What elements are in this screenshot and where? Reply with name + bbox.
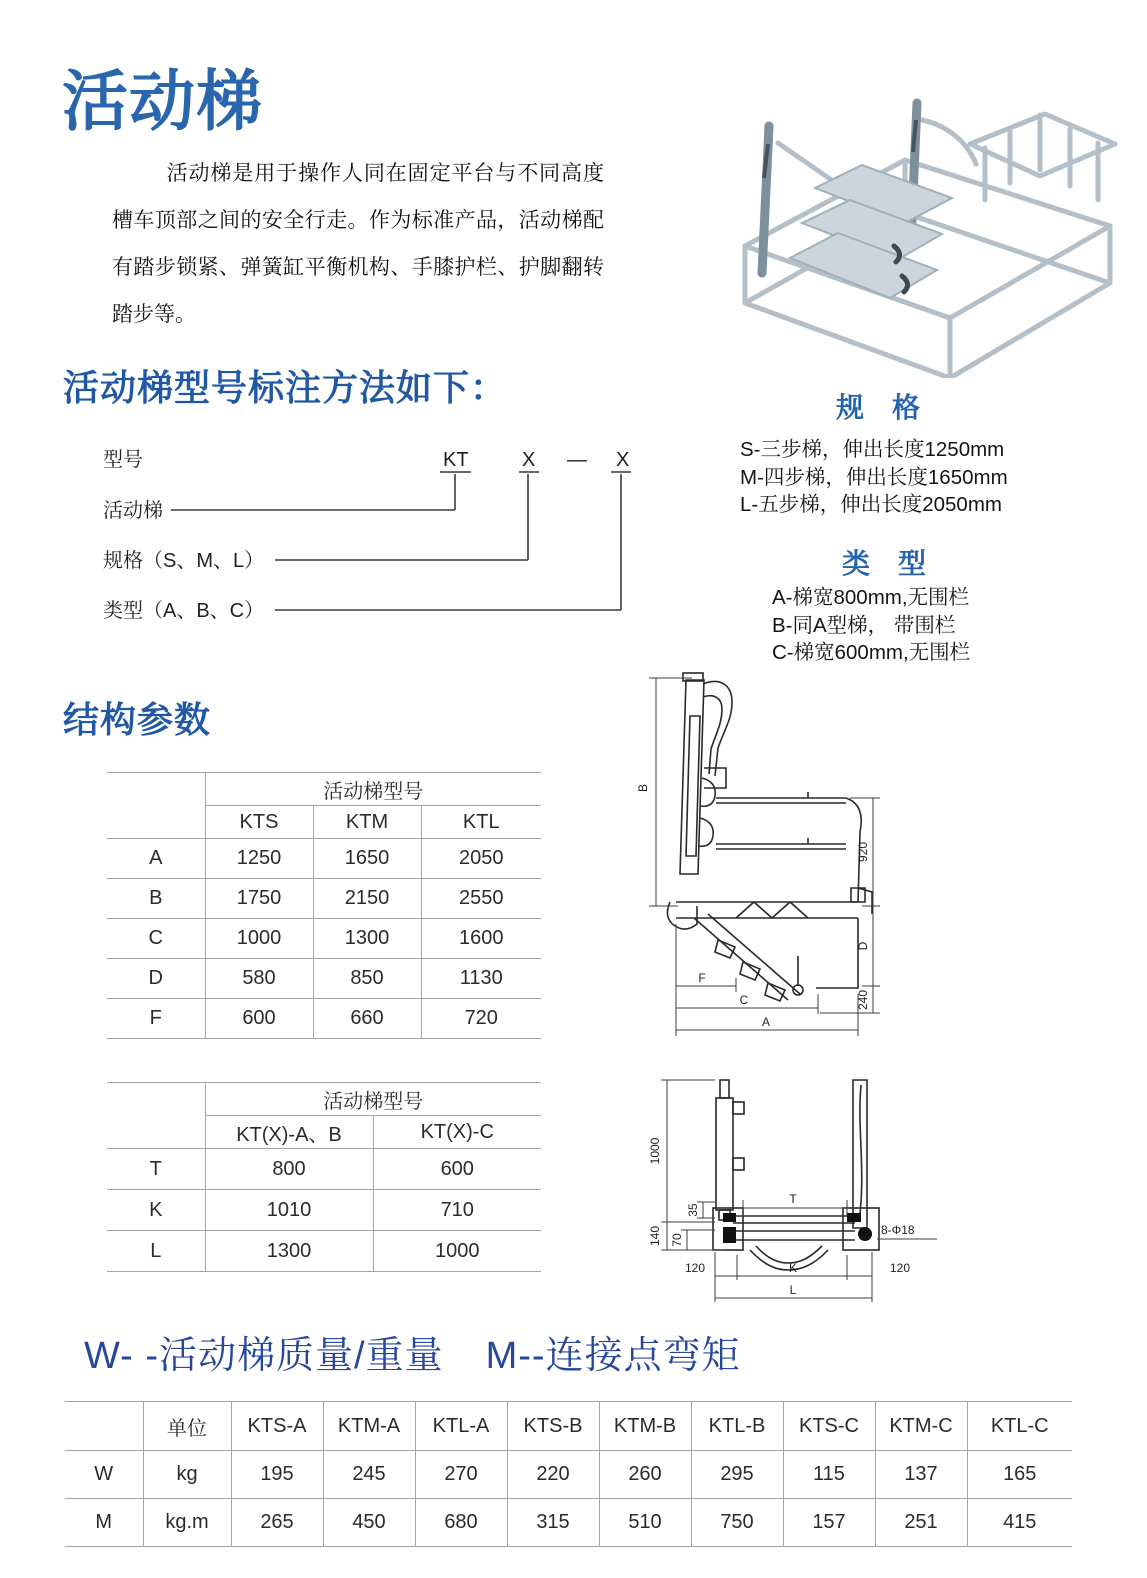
table-row — [107, 879, 541, 919]
table-row — [107, 1190, 541, 1231]
table-row — [107, 1149, 541, 1190]
table-row — [107, 839, 541, 879]
column-header: KTM-B — [599, 1402, 691, 1451]
table-cell: 245 — [323, 1451, 415, 1499]
table-cell: 265 — [231, 1499, 323, 1547]
model-designation-diagram — [95, 432, 655, 627]
weights-heading — [84, 1324, 741, 1379]
table-cell: 1000 — [205, 919, 313, 959]
dim-label-140: 140 — [648, 1225, 662, 1247]
row-label: W — [65, 1451, 143, 1499]
table-cell: 580 — [205, 959, 313, 999]
column-header: 单位 — [143, 1402, 231, 1451]
table-header-row — [65, 1402, 1072, 1451]
weights-table — [65, 1401, 1072, 1547]
structure-heading: 结构参数 — [63, 699, 212, 740]
model-connector-lines — [171, 472, 631, 610]
table-cell: 1650 — [313, 839, 421, 879]
type-item: A-梯宽800mm,无围栏 — [772, 586, 970, 609]
row-label: A — [107, 839, 205, 879]
table-header-row — [107, 773, 541, 806]
table-cell: 157 — [783, 1499, 875, 1547]
table-row — [107, 959, 541, 999]
table-row — [65, 1499, 1072, 1547]
spec-item: M-四步梯，伸出长度1650mm — [740, 465, 1008, 489]
dim-label-d: D — [856, 941, 870, 951]
table-cell: 137 — [875, 1451, 967, 1499]
dim-label-70: 70 — [670, 1233, 684, 1247]
dim-label-240: 240 — [856, 989, 870, 1011]
column-header: KT(X)-C — [373, 1116, 541, 1149]
model-code-x2: X — [616, 449, 630, 471]
table-cell: 720 — [421, 999, 541, 1039]
structure-table-1 — [107, 772, 541, 1039]
table-cell: 660 — [313, 999, 421, 1039]
row-label: C — [107, 919, 205, 959]
table-cell: 600 — [373, 1149, 541, 1190]
model-row-label: 型号 — [103, 449, 143, 471]
table-cell: 710 — [373, 1190, 541, 1231]
blank-corner-cell — [107, 1083, 205, 1149]
table-cell: 251 — [875, 1499, 967, 1547]
table-cell: 1600 — [421, 919, 541, 959]
table-row — [107, 919, 541, 959]
model-line-label-3: 类型（A、B、C） — [103, 600, 265, 622]
table-cell: 1130 — [421, 959, 541, 999]
table-row — [65, 1451, 1072, 1499]
table-cell: kg — [143, 1451, 231, 1499]
type-item: B-同A型梯， 带围栏 — [772, 613, 956, 637]
column-header: KTL-C — [967, 1402, 1072, 1451]
column-header: KTS-A — [231, 1402, 323, 1451]
table-cell: 315 — [507, 1499, 599, 1547]
table-cell: 850 — [313, 959, 421, 999]
row-label: K — [107, 1190, 205, 1231]
table-cell: 450 — [323, 1499, 415, 1547]
table-cell: 295 — [691, 1451, 783, 1499]
column-header: KTL — [421, 806, 541, 839]
column-header — [65, 1402, 143, 1451]
table-cell: 750 — [691, 1499, 783, 1547]
dim-label-c: C — [739, 993, 749, 1007]
dim-label-b: B — [636, 783, 650, 792]
table-cell: 2550 — [421, 879, 541, 919]
column-header: KTM — [313, 806, 421, 839]
table-cell: 2050 — [421, 839, 541, 879]
row-label: L — [107, 1231, 205, 1272]
table-cell: 600 — [205, 999, 313, 1039]
column-header: KTS-B — [507, 1402, 599, 1451]
table-row — [107, 999, 541, 1039]
table-cell: 800 — [205, 1149, 373, 1190]
model-code-x1: X — [522, 449, 536, 471]
span-header: 活动梯型号 — [205, 773, 541, 806]
table-cell: 270 — [415, 1451, 507, 1499]
dim-label-120-right: 120 — [889, 1261, 911, 1275]
dim-label-920: 920 — [856, 841, 870, 863]
dim-label-35: 35 — [686, 1203, 700, 1217]
side-view-drawing — [618, 656, 953, 1048]
dim-label-k: K — [788, 1261, 798, 1275]
dim-label-holes: 8-Φ18 — [881, 1223, 915, 1237]
row-label: M — [65, 1499, 143, 1547]
table-cell: 1250 — [205, 839, 313, 879]
dim-label-120-left: 120 — [684, 1261, 706, 1275]
structure-table-2 — [107, 1082, 541, 1272]
span-header: 活动梯型号 — [205, 1083, 541, 1116]
blank-corner-cell — [107, 773, 205, 839]
dim-label-1000: 1000 — [648, 1137, 662, 1165]
table-cell: 415 — [967, 1499, 1072, 1547]
table-cell: 680 — [415, 1499, 507, 1547]
row-label: B — [107, 879, 205, 919]
weights-heading-w: W- -活动梯质量/重量 — [84, 1335, 444, 1377]
column-header: KTS-C — [783, 1402, 875, 1451]
column-header: KT(X)-A、B — [205, 1116, 373, 1149]
row-label: T — [107, 1149, 205, 1190]
type-list — [772, 584, 970, 667]
table-cell: kg.m — [143, 1499, 231, 1547]
table-header-row — [107, 1083, 541, 1116]
row-label: D — [107, 959, 205, 999]
table-cell: 195 — [231, 1451, 323, 1499]
spec-heading: 规 格 — [836, 392, 921, 423]
table-cell: 2150 — [313, 879, 421, 919]
dim-label-f: F — [698, 971, 706, 985]
dim-label-t: T — [789, 1192, 797, 1206]
table-cell: 1300 — [205, 1231, 373, 1272]
column-header: KTM-A — [323, 1402, 415, 1451]
spec-list — [740, 436, 1008, 519]
product-photo — [650, 48, 1145, 378]
model-code-dash: — — [567, 449, 587, 471]
table-cell: 220 — [507, 1451, 599, 1499]
type-heading: 类 型 — [842, 548, 927, 579]
column-header: KTS — [205, 806, 313, 839]
model-code-kt: KT — [443, 449, 469, 471]
dim-label-l: L — [789, 1283, 797, 1297]
table-cell: 165 — [967, 1451, 1072, 1499]
type-item: C-梯宽600mm,无围栏 — [772, 641, 971, 664]
table-row — [107, 1231, 541, 1272]
table-cell: 115 — [783, 1451, 875, 1499]
spec-item: L-五步梯，伸出长度2050mm — [740, 493, 1002, 516]
table-cell: 510 — [599, 1499, 691, 1547]
intro-paragraph: 活动梯是用于操作人同在固定平台与不同高度槽车顶部之间的安全行走。作为标准产品，活动梯配有踏步锁紧、弹簧缸平衡机构、手膝护栏、护脚翻转踏步等。 — [112, 162, 604, 326]
row-label: F — [107, 999, 205, 1039]
table-cell: 1750 — [205, 879, 313, 919]
table-cell: 1010 — [205, 1190, 373, 1231]
page-title: 活动梯 — [62, 64, 263, 138]
column-header: KTL-B — [691, 1402, 783, 1451]
table-cell: 1000 — [373, 1231, 541, 1272]
spec-item: S-三步梯，伸出长度1250mm — [740, 438, 1005, 461]
weights-heading-m: M--连接点弯矩 — [485, 1335, 741, 1377]
model-line-label-1: 活动梯 — [103, 500, 163, 522]
model-line-label-2: 规格（S、M、L） — [103, 550, 265, 572]
front-view-drawing — [615, 1050, 960, 1318]
dim-label-a: A — [761, 1015, 771, 1029]
table-cell: 1300 — [313, 919, 421, 959]
column-header: KTM-C — [875, 1402, 967, 1451]
table-cell: 260 — [599, 1451, 691, 1499]
model-section-heading: 活动梯型号标注方法如下： — [63, 367, 508, 408]
column-header: KTL-A — [415, 1402, 507, 1451]
